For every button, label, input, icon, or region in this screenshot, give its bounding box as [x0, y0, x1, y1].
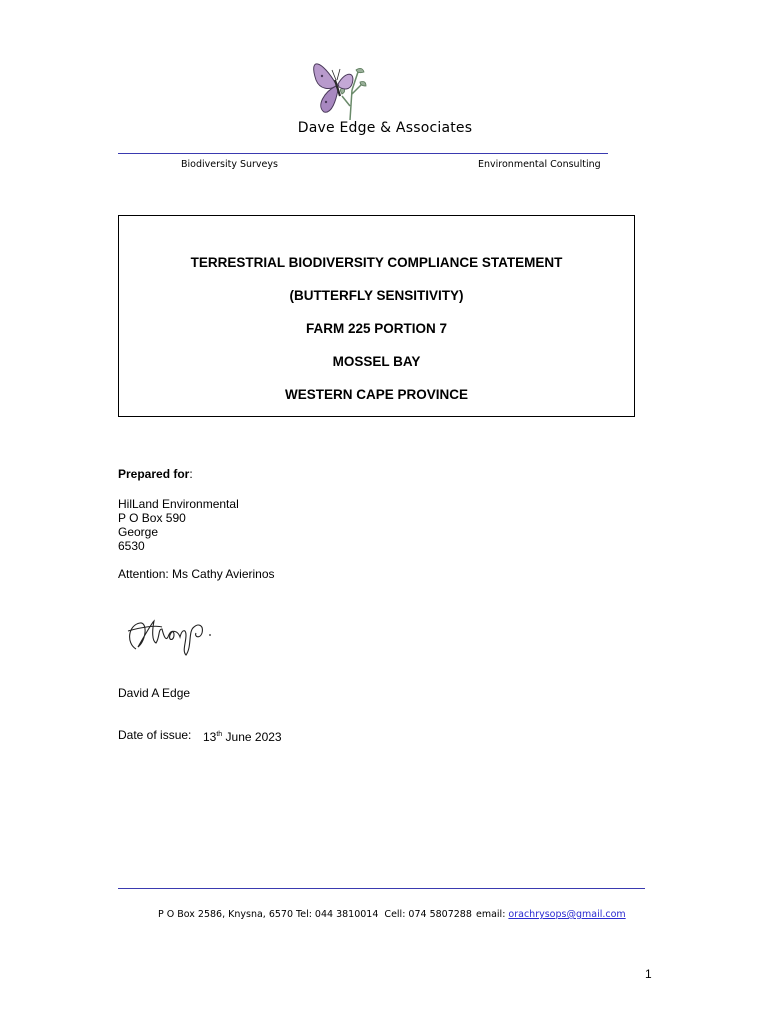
address-line-4: 6530 [118, 539, 145, 553]
prepared-for-colon: : [189, 467, 193, 481]
date-of-issue-label: Date of issue: [118, 728, 192, 742]
prepared-for-heading [118, 467, 193, 481]
issue-day: 13 [203, 730, 217, 744]
title-line-2: (BUTTERFLY SENSITIVITY) [289, 288, 464, 303]
company-name: Dave Edge & Associates [297, 120, 473, 136]
attention-line: Attention: Ms Cathy Avierinos [118, 567, 275, 581]
footer-contact: P O Box 2586, Knysna, 6570 Tel: 044 3810014 Cell: 074 5807288 [158, 909, 472, 920]
letterhead-rule [118, 153, 608, 154]
butterfly-logo [302, 50, 374, 122]
issue-day-suffix: th [216, 731, 223, 738]
address-line-3: George [118, 525, 159, 539]
tagline-left: Biodiversity Surveys [181, 159, 278, 170]
footer-email-link[interactable]: orachrysops@gmail.com [508, 909, 626, 920]
butterfly-icon [302, 50, 374, 122]
footer-rule [118, 888, 645, 889]
title-line-4: MOSSEL BAY [332, 354, 421, 369]
tagline-right: Environmental Consulting [478, 159, 601, 170]
signature [122, 607, 222, 661]
title-line-3: FARM 225 PORTION 7 [305, 321, 448, 336]
prepared-for-label: Prepared for [118, 467, 190, 481]
footer-email-line [476, 909, 626, 920]
issue-month-year: June 2023 [222, 730, 282, 744]
title-line-1: TERRESTRIAL BIODIVERSITY COMPLIANCE STATEMENT [190, 255, 563, 270]
address-line-2: P O Box 590 [118, 511, 186, 525]
signatory-name: David A Edge [118, 686, 191, 700]
date-of-issue-value [203, 728, 282, 744]
address-line-1: HilLand Environmental [118, 497, 239, 511]
title-line-5: WESTERN CAPE PROVINCE [284, 387, 469, 402]
footer-email-label: email: [476, 909, 509, 920]
page-number: 1 [645, 967, 652, 981]
